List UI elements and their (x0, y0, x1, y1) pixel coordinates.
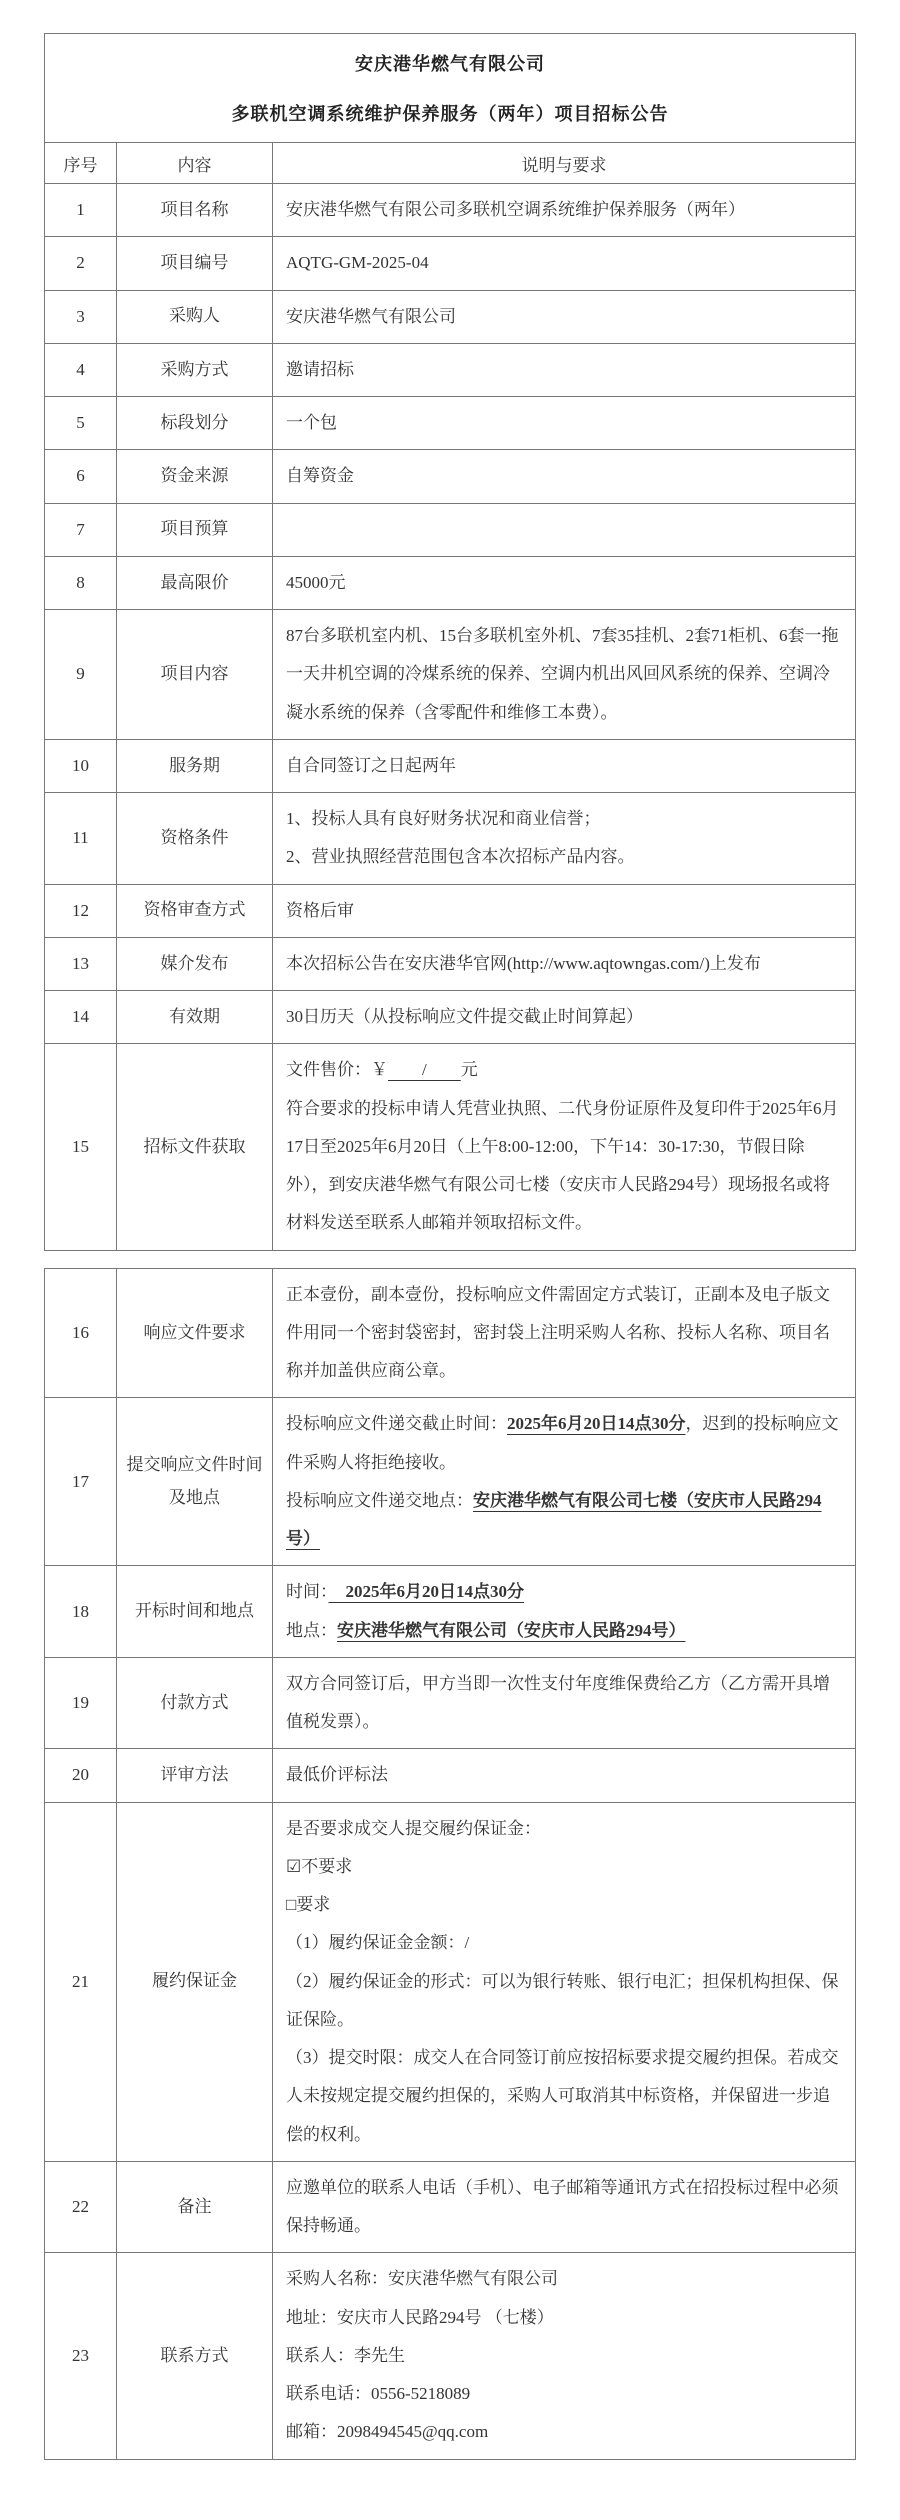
table-row (45, 991, 856, 1044)
text-segment: 安庆港华燃气有限公司（安庆市人民路294号） (337, 1620, 686, 1640)
text-segment: 采购人名称：安庆港华燃气有限公司 (286, 2269, 558, 2289)
row-label: 备注 (117, 2161, 273, 2253)
row-desc (273, 739, 856, 792)
title-row (45, 34, 856, 143)
text-segment: 投标响应文件递交地点： (286, 1490, 473, 1510)
row-number: 13 (45, 937, 117, 990)
row-label: 标段划分 (117, 397, 273, 450)
row-desc (273, 937, 856, 990)
row-desc (273, 2253, 856, 2459)
text-segment: 联系电话：0556-5218089 (286, 2384, 471, 2403)
row-number: 14 (45, 991, 117, 1044)
desc-line (286, 2039, 842, 2154)
row-desc (273, 793, 856, 885)
desc-line (286, 511, 842, 549)
checkbox-unchecked-icon: □ (286, 1895, 297, 1914)
row-label: 采购人 (117, 290, 273, 343)
row-desc (273, 1566, 856, 1658)
row-desc (273, 503, 856, 556)
desc-line (286, 1756, 842, 1794)
row-number: 1 (45, 184, 117, 237)
row-label: 项目内容 (117, 610, 273, 740)
row-number: 17 (45, 1398, 117, 1566)
text-segment: / (388, 1060, 461, 1080)
text-segment: 元 (460, 1060, 478, 1080)
row-number: 3 (45, 290, 117, 343)
desc-line (286, 2169, 842, 2246)
row-label: 开标时间和地点 (117, 1566, 273, 1658)
text-segment: 自筹资金 (286, 466, 354, 486)
desc-line (286, 800, 842, 838)
text-segment: 资格后审 (286, 900, 354, 920)
row-desc (273, 1398, 856, 1566)
text-segment: 2025年6月20日14点30分 (507, 1414, 686, 1434)
row-label: 项目预算 (117, 503, 273, 556)
text-segment: 1、投标人具有良好财务状况和商业信誉； (286, 809, 601, 828)
text-segment: 正本壹份，副本壹份，投标响应文件需固定方式装订，正副本及电子版文件用同一个密封袋密封，密封袋上注明采购人名称、投标人名称、项目名称并加盖供应商公章。 (286, 1284, 830, 1380)
text-segment: 自合同签订之日起两年 (286, 755, 456, 775)
row-desc (273, 1802, 856, 2161)
desc-line (286, 617, 842, 732)
desc-line (286, 1963, 842, 2040)
row-label: 招标文件获取 (117, 1044, 273, 1250)
desc-line (286, 2375, 842, 2413)
tender-table-part2 (44, 1268, 856, 2460)
row-desc (273, 1749, 856, 1802)
text-segment: 投标响应文件递交截止时间： (286, 1414, 507, 1434)
desc-line (286, 2260, 842, 2298)
table-row (45, 1566, 856, 1658)
row-label: 项目编号 (117, 237, 273, 290)
row-label: 媒介发布 (117, 937, 273, 990)
row-desc (273, 290, 856, 343)
desc-line (286, 1886, 842, 1924)
row-number: 2 (45, 237, 117, 290)
desc-line (286, 1848, 842, 1886)
row-label: 有效期 (117, 991, 273, 1044)
desc-line (286, 1573, 842, 1611)
row-label: 付款方式 (117, 1657, 273, 1749)
table-row (45, 1268, 856, 1398)
table-row (45, 739, 856, 792)
row-number: 19 (45, 1657, 117, 1749)
desc-line (286, 1051, 842, 1089)
column-header-row (45, 143, 856, 184)
table-row (45, 343, 856, 396)
desc-line (286, 404, 842, 442)
row-desc (273, 610, 856, 740)
row-number: 18 (45, 1566, 117, 1658)
desc-line (286, 1612, 842, 1650)
desc-line (286, 457, 842, 495)
row-label: 资格条件 (117, 793, 273, 885)
text-segment: （2）履约保证金的形式：可以为银行转账、银行电汇；担保机构担保、保证保险。 (286, 1971, 839, 2029)
table-row (45, 2161, 856, 2253)
desc-line (286, 1090, 842, 1243)
text-segment: 2025年6月20日14点30分 (328, 1582, 524, 1602)
table-row (45, 1044, 856, 1250)
table-row (45, 1657, 856, 1749)
row-desc (273, 237, 856, 290)
row-number: 5 (45, 397, 117, 450)
text-segment: 联系人：李先生 (286, 2345, 405, 2365)
text-segment: 是否要求成交人提交履约保证金： (286, 1818, 541, 1838)
text-segment: 双方合同签订后，甲方当即一次性支付年度维保费给乙方（乙方需开具增值税发票）。 (286, 1673, 830, 1731)
table-row (45, 503, 856, 556)
desc-line (286, 945, 842, 983)
row-number: 4 (45, 343, 117, 396)
text-segment: ，迟到的投标响应文件采购人将拒绝接收。 (286, 1414, 839, 1472)
row-desc (273, 397, 856, 450)
row-label: 服务期 (117, 739, 273, 792)
desc-line (286, 351, 842, 389)
table-row (45, 1802, 856, 2161)
row-number: 7 (45, 503, 117, 556)
row-desc (273, 450, 856, 503)
row-number: 15 (45, 1044, 117, 1250)
row-number: 16 (45, 1268, 117, 1398)
desc-line (286, 298, 842, 336)
row-number: 9 (45, 610, 117, 740)
table-row (45, 1749, 856, 1802)
desc-line (286, 564, 842, 602)
desc-line (286, 2337, 842, 2375)
table-row (45, 610, 856, 740)
text-segment: 安庆港华燃气有限公司 (286, 306, 456, 326)
row-desc (273, 991, 856, 1044)
row-number: 6 (45, 450, 117, 503)
table-row (45, 184, 856, 237)
text-segment: 文件售价：￥ (286, 1060, 388, 1080)
row-desc (273, 184, 856, 237)
desc-line (286, 2413, 842, 2451)
text-segment: 一个包 (286, 413, 337, 432)
table-row (45, 290, 856, 343)
row-desc (273, 1657, 856, 1749)
row-label: 响应文件要求 (117, 1268, 273, 1398)
desc-line (286, 191, 842, 229)
row-label: 资金来源 (117, 450, 273, 503)
desc-line (286, 1405, 842, 1482)
row-desc (273, 1044, 856, 1250)
desc-line (286, 747, 842, 785)
text-segment: 2、营业执照经营范围包含本次招标产品内容。 (286, 847, 635, 867)
desc-line (286, 1810, 842, 1848)
text-segment: 地址：安庆市人民路294号 （七楼） (286, 2307, 554, 2327)
text-segment: 符合要求的投标申请人凭营业执照、二代身份证原件及复印件于2025年6月17日至2025年6月20日（上午8:00-12:00，下午14：30-17:30，节假日除外），到安庆港华燃气有限公司七楼（安庆市人民路294号）现场报名或将材料发送至联系人邮箱并领取招标文件。 (286, 1098, 839, 1233)
document-subtitle: 多联机空调系统维护保养服务（两年）项目招标公告 (231, 104, 669, 124)
row-number: 22 (45, 2161, 117, 2253)
row-number: 23 (45, 2253, 117, 2459)
desc-line (286, 998, 842, 1036)
table-row (45, 450, 856, 503)
text-segment: 最低价评标法 (286, 1765, 388, 1785)
table-row (45, 556, 856, 609)
row-label: 项目名称 (117, 184, 273, 237)
row-label: 提交响应文件时间及地点 (117, 1398, 273, 1566)
text-segment: 邮箱：2098494545@qq.com (286, 2422, 489, 2442)
text-segment: 安庆港华燃气有限公司七楼（安庆市人民路294号） (286, 1490, 822, 1548)
desc-line (286, 1482, 842, 1559)
text-segment: 邀请招标 (286, 359, 354, 379)
table-row (45, 397, 856, 450)
text-segment: AQTG-GM-2025-04 (286, 253, 429, 273)
text-segment: 要求 (296, 1895, 331, 1914)
row-number: 21 (45, 1802, 117, 2161)
row-label: 采购方式 (117, 343, 273, 396)
table-row (45, 937, 856, 990)
row-label: 最高限价 (117, 556, 273, 609)
row-label: 评审方法 (117, 1749, 273, 1802)
table-row (45, 1398, 856, 1566)
row-label: 履约保证金 (117, 1802, 273, 2161)
text-segment: 安庆港华燃气有限公司多联机空调系统维护保养服务（两年） (286, 200, 745, 219)
row-number: 10 (45, 739, 117, 792)
row-desc (273, 556, 856, 609)
table-row (45, 2253, 856, 2459)
document-title: 安庆港华燃气有限公司 (355, 54, 545, 74)
checkbox-checked-icon: ☑ (286, 1856, 302, 1876)
row-desc (273, 1268, 856, 1398)
row-desc (273, 2161, 856, 2253)
desc-line (286, 892, 842, 930)
row-desc (273, 884, 856, 937)
title-cell (45, 34, 856, 143)
row-number: 12 (45, 884, 117, 937)
table-row (45, 793, 856, 885)
text-segment: 30日历天（从投标响应文件提交截止时间算起） (286, 1007, 643, 1026)
text-segment: 不要求 (301, 1856, 353, 1876)
row-number: 11 (45, 793, 117, 885)
text-segment: 时间： (286, 1582, 329, 1602)
text-segment: 应邀单位的联系人电话（手机）、电子邮箱等通讯方式在招投标过程中必须保持畅通。 (286, 2177, 839, 2235)
text-segment: （3）提交时限：成交人在合同签订前应按招标要求提交履约担保。若成交人未按规定提交履约担保的，采购人可取消其中标资格，并保留进一步追偿的权利。 (286, 2048, 839, 2144)
text-segment: 87台多联机室内机、15台多联机室外机、7套35挂机、2套71柜机、6套一拖一天井机空调的冷煤系统的保养、空调内机出风回风系统的保养、空调冷凝水系统的保养（含零配件和维修工本费）。 (286, 626, 839, 722)
text-segment: （1）履约保证金金额：/ (286, 1933, 470, 1953)
text-segment: 本次招标公告在安庆港华官网(http://www.aqtowngas.com/)上发布 (286, 953, 761, 973)
text-segment: 45000元 (286, 572, 346, 592)
table-row (45, 237, 856, 290)
column-header-content: 内容 (117, 143, 273, 184)
desc-line (286, 1924, 842, 1962)
column-header-no: 序号 (45, 143, 117, 184)
desc-line (286, 1276, 842, 1391)
text-segment: 地点： (286, 1620, 337, 1640)
tender-table-part1 (44, 33, 856, 1251)
row-number: 20 (45, 1749, 117, 1802)
desc-line (286, 244, 842, 282)
desc-line (286, 1665, 842, 1742)
column-header-desc: 说明与要求 (273, 143, 856, 184)
desc-line (286, 838, 842, 876)
desc-line (286, 2299, 842, 2337)
row-label: 联系方式 (117, 2253, 273, 2459)
row-desc (273, 343, 856, 396)
row-number: 8 (45, 556, 117, 609)
row-label: 资格审查方式 (117, 884, 273, 937)
table-row (45, 884, 856, 937)
